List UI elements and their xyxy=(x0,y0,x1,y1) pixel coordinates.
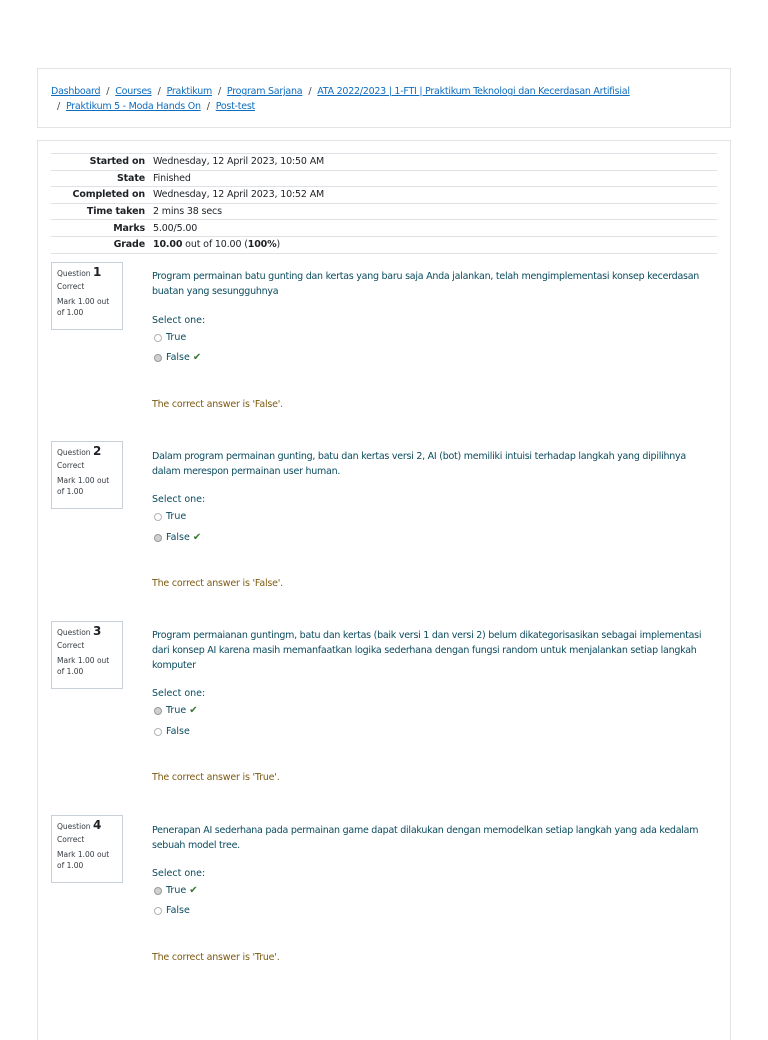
option-label: True xyxy=(166,332,187,343)
question-mark: Mark 1.00 out of 1.00 xyxy=(57,850,110,870)
breadcrumb-course[interactable]: ATA 2022/2023 | 1-FTI | Praktikum Teknologi dan Kecerdasan Artifisial xyxy=(317,86,630,97)
question-number xyxy=(57,446,117,458)
check-icon: ✔ xyxy=(189,705,198,716)
question-text-1: Program permainan batu gunting dan kertas yang baru saja Anda jalankan, telah mengimplementasi konsep kecerdasan buatan yang sesungguhnya xyxy=(152,271,700,297)
summary-label: Marks xyxy=(51,220,149,237)
check-icon: ✔ xyxy=(192,532,202,543)
summary-value: Wednesday, 12 April 2023, 10:50 AM xyxy=(149,154,717,171)
grade-value xyxy=(149,236,717,253)
breadcrumb-post-test[interactable]: Post-test xyxy=(215,101,256,112)
question-status: Correct xyxy=(57,835,85,844)
question-text-3: Program permaianan guntingm, batu dan kertas (baik versi 1 dan versi 2) belum dikategorisasikan sebagai implementasi dari konsep AI karena masih memanfaatkan logika sederhana dengan fungsi random untuk menjalankan setiap langkah komputer xyxy=(152,630,702,671)
question-number xyxy=(57,267,117,279)
summary-row xyxy=(51,187,717,204)
option-label: True xyxy=(166,511,187,522)
option-label: True xyxy=(166,885,187,896)
option-label: True xyxy=(166,705,187,716)
correct-answer-feedback: The correct answer is 'True'. xyxy=(152,772,280,783)
radio-icon[interactable] xyxy=(154,534,162,542)
question-label: Question xyxy=(57,448,91,457)
breadcrumb-separator: / xyxy=(57,101,60,112)
summary-value: Finished xyxy=(149,170,717,187)
option-true[interactable] xyxy=(154,705,198,716)
radio-icon[interactable] xyxy=(154,334,162,342)
summary-row xyxy=(51,220,717,237)
radio-icon[interactable] xyxy=(154,513,162,521)
option-false[interactable] xyxy=(154,905,190,916)
question-number-value: 2 xyxy=(92,444,102,458)
breadcrumb-container xyxy=(37,68,731,128)
summary-label: Started on xyxy=(51,154,149,171)
option-true[interactable] xyxy=(154,885,198,896)
breadcrumb-praktikum[interactable]: Praktikum xyxy=(166,86,212,97)
breadcrumb-separator: / xyxy=(217,86,221,97)
select-one-prompt: Select one: xyxy=(152,688,206,699)
question-info-1 xyxy=(51,262,123,330)
correct-answer-feedback: The correct answer is 'True'. xyxy=(152,952,280,963)
question-label: Question xyxy=(57,269,91,278)
breadcrumb-courses[interactable]: Courses xyxy=(115,86,152,97)
grade-close: ) xyxy=(276,239,281,251)
select-one-prompt: Select one: xyxy=(152,315,206,326)
grade-label: Grade xyxy=(51,236,149,253)
option-true[interactable] xyxy=(154,511,186,522)
summary-value: Wednesday, 12 April 2023, 10:52 AM xyxy=(149,187,717,204)
select-one-prompt: Select one: xyxy=(152,868,206,879)
radio-icon[interactable] xyxy=(154,907,162,915)
question-status: Correct xyxy=(57,641,85,650)
question-number-value: 4 xyxy=(92,818,102,832)
correct-answer-feedback: The correct answer is 'False'. xyxy=(152,399,284,410)
radio-icon[interactable] xyxy=(154,707,162,715)
question-mark: Mark 1.00 out of 1.00 xyxy=(57,297,110,317)
question-mark: Mark 1.00 out of 1.00 xyxy=(57,476,110,496)
question-number xyxy=(57,820,117,832)
question-text-4: Penerapan AI sederhana pada permainan game dapat dilakukan dengan memodelkan setiap langkah yang ada kedalam sebuah model tree. xyxy=(152,825,699,851)
breadcrumb-program-sarjana[interactable]: Program Sarjana xyxy=(226,86,303,97)
option-false[interactable] xyxy=(154,352,201,363)
summary-value: 5.00/5.00 xyxy=(149,220,717,237)
breadcrumb-separator: / xyxy=(206,101,210,112)
summary-row xyxy=(51,154,717,171)
radio-icon[interactable] xyxy=(154,887,162,895)
grade-score: 10.00 xyxy=(153,239,183,251)
option-label: False xyxy=(166,726,190,737)
question-info-4 xyxy=(51,815,123,883)
breadcrumb-praktikum-5[interactable]: Praktikum 5 - Moda Hands On xyxy=(65,101,201,112)
summary-value: 2 mins 38 secs xyxy=(149,203,717,220)
correct-answer-feedback: The correct answer is 'False'. xyxy=(152,578,284,589)
summary-label: State xyxy=(51,170,149,187)
breadcrumb xyxy=(51,84,711,114)
option-false[interactable] xyxy=(154,532,201,543)
option-label: False xyxy=(166,352,190,363)
radio-icon[interactable] xyxy=(154,728,162,736)
check-icon: ✔ xyxy=(192,352,202,363)
question-status: Correct xyxy=(57,282,85,291)
breadcrumb-dashboard[interactable]: Dashboard xyxy=(51,86,101,97)
question-info-3 xyxy=(51,621,123,689)
option-false[interactable] xyxy=(154,726,190,737)
summary-row xyxy=(51,170,717,187)
grade-percent: 100% xyxy=(247,239,277,251)
question-info-2 xyxy=(51,441,123,509)
option-label: False xyxy=(166,532,190,543)
question-text-2: Dalam program permainan gunting, batu dan kertas versi 2, AI (bot) memiliki intuisi terhadap langkah yang dipilihnya dalam merespon permainan user human. xyxy=(152,451,686,477)
breadcrumb-separator: / xyxy=(157,86,161,97)
option-true[interactable] xyxy=(154,332,186,343)
question-label: Question xyxy=(57,822,91,831)
question-status: Correct xyxy=(57,461,85,470)
select-one-prompt: Select one: xyxy=(152,494,206,505)
question-mark: Mark 1.00 out of 1.00 xyxy=(57,656,110,676)
breadcrumb-separator: / xyxy=(106,86,110,97)
summary-label: Completed on xyxy=(51,187,149,204)
breadcrumb-separator: / xyxy=(308,86,312,97)
summary-row xyxy=(51,203,717,220)
option-label: False xyxy=(166,905,190,916)
attempt-summary-table xyxy=(51,153,717,254)
question-number-value: 3 xyxy=(92,624,102,638)
question-number xyxy=(57,626,117,638)
grade-suffix: out of 10.00 ( xyxy=(182,239,248,251)
check-icon: ✔ xyxy=(189,885,198,896)
question-label: Question xyxy=(57,628,91,637)
radio-icon[interactable] xyxy=(154,354,162,362)
question-number-value: 1 xyxy=(92,265,102,279)
summary-row-grade xyxy=(51,236,717,253)
summary-label: Time taken xyxy=(51,203,149,220)
